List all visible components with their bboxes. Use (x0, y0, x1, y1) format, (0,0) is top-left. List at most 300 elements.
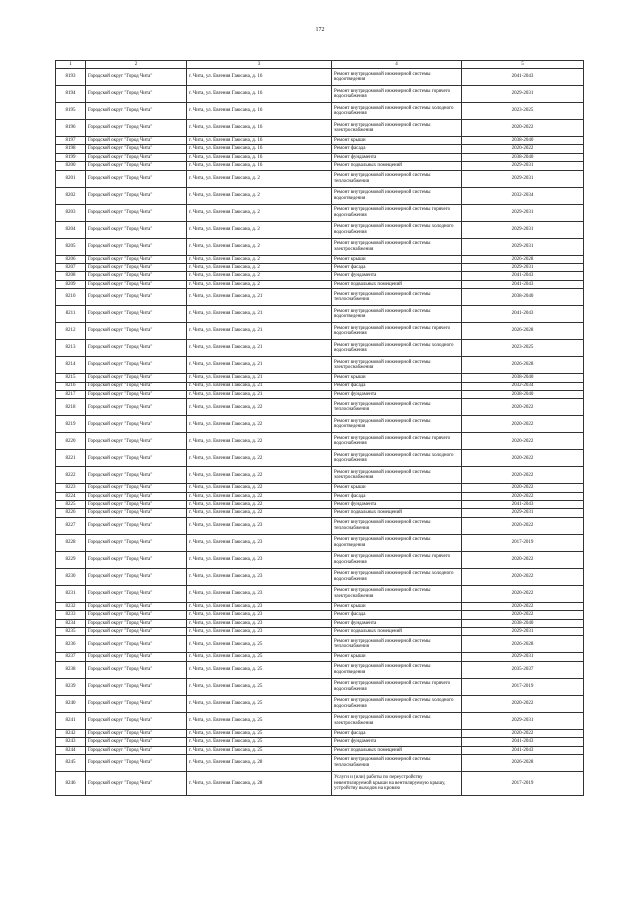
address-cell: г. Чита, ул. Евгения Гаюсана, д. 2 (187, 170, 332, 187)
address-cell: г. Чита, ул. Евгения Гаюсана, д. 16 (187, 86, 332, 103)
table-row (56, 323, 584, 340)
row-number: 8215 (56, 374, 86, 382)
row-number: 8223 (56, 484, 86, 492)
work-type-cell: Ремонт внутридомовой инженерной системы теплоснабжения (332, 289, 462, 306)
address-cell: г. Чита, ул. Евгения Гаюсана, д. 22 (187, 467, 332, 484)
work-type-cell: Ремонт внутридомовой инженерной системы горячего водоснабжения (332, 433, 462, 450)
municipality-cell: Городской округ "Город Чита" (86, 492, 187, 500)
municipality-cell: Городской округ "Город Чита" (86, 467, 187, 484)
row-number: 8224 (56, 492, 86, 500)
table-row (56, 729, 584, 737)
table-row (56, 585, 584, 602)
row-number: 8226 (56, 509, 86, 517)
table-body (56, 69, 584, 796)
municipality-cell: Городской округ "Город Чита" (86, 551, 187, 568)
municipality-cell: Городской округ "Город Чита" (86, 568, 187, 585)
table-row (56, 467, 584, 484)
row-number: 8220 (56, 433, 86, 450)
municipality-cell: Городской округ "Город Чита" (86, 170, 187, 187)
municipality-cell: Городской округ "Город Чита" (86, 390, 187, 398)
period-cell: 2029-2031 (462, 86, 584, 103)
work-type-cell: Ремонт внутридомовой инженерной системы теплоснабжения (332, 399, 462, 416)
period-cell: 2029-2031 (462, 221, 584, 238)
row-number: 8203 (56, 204, 86, 221)
work-type-cell: Ремонт крыши (332, 653, 462, 661)
period-cell: 2032-2034 (462, 382, 584, 390)
period-cell: 2020-2022 (462, 484, 584, 492)
period-cell: 2026-2028 (462, 357, 584, 374)
address-cell: г. Чита, ул. Евгения Гаюсана, д. 16 (187, 69, 332, 86)
municipality-cell: Городской округ "Город Чита" (86, 162, 187, 170)
table-row (56, 399, 584, 416)
address-cell: г. Чита, ул. Евгения Гаюсана, д. 23 (187, 568, 332, 585)
table-row (56, 238, 584, 255)
work-type-cell: Ремонт фасада (332, 492, 462, 500)
period-cell: 2026-2028 (462, 754, 584, 771)
period-cell: 2041-2043 (462, 738, 584, 746)
address-cell: г. Чита, ул. Евгения Гаюсана, д. 2 (187, 280, 332, 288)
municipality-cell: Городской округ "Город Чита" (86, 255, 187, 263)
address-cell: г. Чита, ул. Евгения Гаюсана, д. 22 (187, 416, 332, 433)
address-cell: г. Чита, ул. Евгения Гаюсана, д. 16 (187, 153, 332, 161)
address-cell: г. Чита, ул. Евгения Гаюсана, д. 21 (187, 390, 332, 398)
period-cell: 2041-2043 (462, 306, 584, 323)
work-type-cell: Ремонт фундамента (332, 501, 462, 509)
work-type-cell: Ремонт подвальных помещений (332, 162, 462, 170)
table-row (56, 484, 584, 492)
work-type-cell: Ремонт внутридомовой инженерной системы водоотведения (332, 306, 462, 323)
municipality-cell: Городской округ "Город Чита" (86, 280, 187, 288)
municipality-cell: Городской округ "Город Чита" (86, 69, 187, 86)
municipality-cell: Городской округ "Город Чита" (86, 712, 187, 729)
municipality-cell: Городской округ "Город Чита" (86, 771, 187, 795)
table-row (56, 712, 584, 729)
period-cell: 2020-2022 (462, 611, 584, 619)
address-cell: г. Чита, ул. Евгения Гаюсана, д. 16 (187, 162, 332, 170)
period-cell: 2038-2040 (462, 137, 584, 145)
period-cell: 2017-2019 (462, 771, 584, 795)
municipality-cell: Городской округ "Город Чита" (86, 754, 187, 771)
row-number: 8242 (56, 729, 86, 737)
table-row (56, 568, 584, 585)
table-row (56, 619, 584, 627)
work-type-cell: Ремонт крыши (332, 255, 462, 263)
municipality-cell: Городской округ "Город Чита" (86, 137, 187, 145)
work-type-cell: Ремонт внутридомовой инженерной системы холодного водоснабжения (332, 340, 462, 357)
address-cell: г. Чита, ул. Евгения Гаюсана, д. 25 (187, 661, 332, 678)
row-number: 8210 (56, 289, 86, 306)
municipality-cell: Городской округ "Город Чита" (86, 323, 187, 340)
municipality-cell: Городской округ "Город Чита" (86, 653, 187, 661)
period-cell: 2026-2028 (462, 323, 584, 340)
work-type-cell: Ремонт крыши (332, 602, 462, 610)
period-cell: 2020-2022 (462, 120, 584, 137)
municipality-cell: Городской округ "Город Чита" (86, 86, 187, 103)
municipality-cell: Городской округ "Город Чита" (86, 611, 187, 619)
period-cell: 2020-2022 (462, 467, 584, 484)
work-type-cell: Ремонт фундамента (332, 272, 462, 280)
address-cell: г. Чита, ул. Евгения Гаюсана, д. 21 (187, 382, 332, 390)
period-cell: 2026-2028 (462, 636, 584, 653)
row-number: 8232 (56, 602, 86, 610)
address-cell: г. Чита, ул. Евгения Гаюсана, д. 2 (187, 238, 332, 255)
municipality-cell: Городской округ "Город Чита" (86, 585, 187, 602)
period-cell: 2029-2031 (462, 263, 584, 271)
municipality-cell: Городской округ "Город Чита" (86, 602, 187, 610)
table-row (56, 120, 584, 137)
work-type-cell: Ремонт внутридомовой инженерной системы электроснабжения (332, 120, 462, 137)
municipality-cell: Городской округ "Город Чита" (86, 534, 187, 551)
address-cell: г. Чита, ул. Евгения Гаюсана, д. 2 (187, 221, 332, 238)
period-cell: 2020-2022 (462, 433, 584, 450)
period-cell: 2041-2043 (462, 69, 584, 86)
period-cell: 2035-2037 (462, 661, 584, 678)
address-cell: г. Чита, ул. Евгения Гаюсана, д. 21 (187, 323, 332, 340)
municipality-cell: Городской округ "Город Чита" (86, 238, 187, 255)
table-row (56, 517, 584, 534)
row-number: 8198 (56, 145, 86, 153)
municipality-cell: Городской округ "Город Чита" (86, 306, 187, 323)
row-number: 8237 (56, 653, 86, 661)
period-cell: 2020-2022 (462, 416, 584, 433)
table-row (56, 746, 584, 754)
row-number: 8217 (56, 390, 86, 398)
address-cell: г. Чита, ул. Евгения Гаюсана, д. 22 (187, 509, 332, 517)
row-number: 8229 (56, 551, 86, 568)
table-row (56, 602, 584, 610)
period-cell: 2041-2043 (462, 280, 584, 288)
period-cell: 2020-2022 (462, 492, 584, 500)
table-row (56, 628, 584, 636)
row-number: 8235 (56, 628, 86, 636)
municipality-cell: Городской округ "Город Чита" (86, 221, 187, 238)
work-type-cell: Ремонт подвальных помещений (332, 509, 462, 517)
address-cell: г. Чита, ул. Евгения Гаюсана, д. 25 (187, 746, 332, 754)
period-cell: 2020-2022 (462, 729, 584, 737)
municipality-cell: Городской округ "Город Чита" (86, 619, 187, 627)
municipality-cell: Городской округ "Город Чита" (86, 517, 187, 534)
work-type-cell: Ремонт внутридомовой инженерной системы холодного водоснабжения (332, 221, 462, 238)
table-row (56, 611, 584, 619)
work-type-cell: Ремонт внутридомовой инженерной системы электроснабжения (332, 585, 462, 602)
period-cell: 2029-2031 (462, 162, 584, 170)
municipality-cell: Городской округ "Город Чита" (86, 145, 187, 153)
municipality-cell: Городской округ "Город Чита" (86, 289, 187, 306)
table-row (56, 170, 584, 187)
municipality-cell: Городской округ "Город Чита" (86, 738, 187, 746)
table-row (56, 204, 584, 221)
table-row (56, 534, 584, 551)
work-type-cell: Ремонт внутридомовой инженерной системы электроснабжения (332, 238, 462, 255)
municipality-cell: Городской округ "Город Чита" (86, 340, 187, 357)
address-cell: г. Чита, ул. Евгения Гаюсана, д. 25 (187, 653, 332, 661)
address-cell: г. Чита, ул. Евгения Гаюсана, д. 21 (187, 289, 332, 306)
table-row (56, 433, 584, 450)
table-row (56, 738, 584, 746)
address-cell: г. Чита, ул. Евгения Гаюсана, д. 28 (187, 754, 332, 771)
work-type-cell: Услуги и (или) работы по переустройству невентилируемой крыши на вентилируемую крышу, устройству выходов на кровлю (332, 771, 462, 795)
work-type-cell: Ремонт внутридомовой инженерной системы холодного водоснабжения (332, 103, 462, 120)
table-row (56, 263, 584, 271)
municipality-cell: Городской округ "Город Чита" (86, 628, 187, 636)
work-type-cell: Ремонт фасада (332, 145, 462, 153)
period-cell: 2029-2031 (462, 509, 584, 517)
municipality-cell: Городской округ "Город Чита" (86, 120, 187, 137)
period-cell: 2029-2031 (462, 204, 584, 221)
period-cell: 2020-2022 (462, 450, 584, 467)
work-type-cell: Ремонт внутридомовой инженерной системы горячего водоснабжения (332, 678, 462, 695)
municipality-cell: Городской округ "Город Чита" (86, 263, 187, 271)
address-cell: г. Чита, ул. Евгения Гаюсана, д. 2 (187, 204, 332, 221)
address-cell: г. Чита, ул. Евгения Гаюсана, д. 25 (187, 738, 332, 746)
period-cell: 2020-2022 (462, 585, 584, 602)
table-row (56, 86, 584, 103)
header-cell: 5 (462, 61, 584, 69)
municipality-cell: Городской округ "Город Чита" (86, 382, 187, 390)
table-row (56, 306, 584, 323)
work-type-cell: Ремонт внутридомовой инженерной системы электроснабжения (332, 357, 462, 374)
address-cell: г. Чита, ул. Евгения Гаюсана, д. 16 (187, 137, 332, 145)
capital-repair-table (55, 60, 584, 796)
period-cell: 2020-2022 (462, 695, 584, 712)
table-row (56, 255, 584, 263)
header-cell: 2 (86, 61, 187, 69)
address-cell: г. Чита, ул. Евгения Гаюсана, д. 21 (187, 357, 332, 374)
municipality-cell: Городской округ "Город Чита" (86, 450, 187, 467)
work-type-cell: Ремонт внутридомовой инженерной системы водоотведения (332, 416, 462, 433)
table-row (56, 153, 584, 161)
row-number: 8246 (56, 771, 86, 795)
table-row (56, 103, 584, 120)
address-cell: г. Чита, ул. Евгения Гаюсана, д. 21 (187, 306, 332, 323)
period-cell: 2032-2034 (462, 187, 584, 204)
municipality-cell: Городской округ "Город Чита" (86, 729, 187, 737)
work-type-cell: Ремонт внутридомовой инженерной системы холодного водоснабжения (332, 695, 462, 712)
table-row (56, 272, 584, 280)
work-type-cell: Ремонт фундамента (332, 619, 462, 627)
address-cell: г. Чита, ул. Евгения Гаюсана, д. 23 (187, 534, 332, 551)
municipality-cell: Городской округ "Город Чита" (86, 399, 187, 416)
period-cell: 2020-2022 (462, 399, 584, 416)
row-number: 8204 (56, 221, 86, 238)
period-cell: 2017-2019 (462, 678, 584, 695)
table-row (56, 69, 584, 86)
row-number: 8206 (56, 255, 86, 263)
period-cell: 2029-2031 (462, 653, 584, 661)
table-row (56, 137, 584, 145)
work-type-cell: Ремонт внутридомовой инженерной системы водоотведения (332, 187, 462, 204)
period-cell: 2029-2031 (462, 170, 584, 187)
address-cell: г. Чита, ул. Евгения Гаюсана, д. 2 (187, 255, 332, 263)
row-number: 8244 (56, 746, 86, 754)
row-number: 8233 (56, 611, 86, 619)
address-cell: г. Чита, ул. Евгения Гаюсана, д. 22 (187, 501, 332, 509)
address-cell: г. Чита, ул. Евгения Гаюсана, д. 22 (187, 433, 332, 450)
address-cell: г. Чита, ул. Евгения Гаюсана, д. 21 (187, 374, 332, 382)
row-number: 8211 (56, 306, 86, 323)
work-type-cell: Ремонт крыши (332, 484, 462, 492)
table-row (56, 450, 584, 467)
table-row (56, 187, 584, 204)
table-row (56, 661, 584, 678)
address-cell: г. Чита, ул. Евгения Гаюсана, д. 25 (187, 695, 332, 712)
row-number: 8239 (56, 678, 86, 695)
period-cell: 2041-2043 (462, 272, 584, 280)
table-row (56, 289, 584, 306)
row-number: 8207 (56, 263, 86, 271)
address-cell: г. Чита, ул. Евгения Гаюсана, д. 23 (187, 611, 332, 619)
address-cell: г. Чита, ул. Евгения Гаюсана, д. 22 (187, 399, 332, 416)
municipality-cell: Городской округ "Город Чита" (86, 357, 187, 374)
work-type-cell: Ремонт внутридомовой инженерной системы холодного водоснабжения (332, 450, 462, 467)
period-cell: 2029-2031 (462, 712, 584, 729)
work-type-cell: Ремонт фасада (332, 382, 462, 390)
period-cell: 2020-2022 (462, 568, 584, 585)
municipality-cell: Городской округ "Город Чита" (86, 187, 187, 204)
row-number: 8214 (56, 357, 86, 374)
period-cell: 2038-2040 (462, 390, 584, 398)
municipality-cell: Городской округ "Город Чита" (86, 374, 187, 382)
address-cell: г. Чита, ул. Евгения Гаюсана, д. 25 (187, 678, 332, 695)
row-number: 8245 (56, 754, 86, 771)
row-number: 8241 (56, 712, 86, 729)
address-cell: г. Чита, ул. Евгения Гаюсана, д. 22 (187, 484, 332, 492)
row-number: 8243 (56, 738, 86, 746)
municipality-cell: Городской округ "Город Чита" (86, 746, 187, 754)
table-row (56, 280, 584, 288)
work-type-cell: Ремонт внутридомовой инженерной системы теплоснабжения (332, 636, 462, 653)
table-row (56, 390, 584, 398)
address-cell: г. Чита, ул. Евгения Гаюсана, д. 28 (187, 771, 332, 795)
row-number: 8201 (56, 170, 86, 187)
period-cell: 2038-2040 (462, 289, 584, 306)
address-cell: г. Чита, ул. Евгения Гаюсана, д. 16 (187, 120, 332, 137)
municipality-cell: Городской округ "Город Чита" (86, 433, 187, 450)
municipality-cell: Городской округ "Город Чита" (86, 416, 187, 433)
period-cell: 2029-2031 (462, 238, 584, 255)
row-number: 8193 (56, 69, 86, 86)
table-row (56, 162, 584, 170)
row-number: 8238 (56, 661, 86, 678)
municipality-cell: Городской округ "Город Чита" (86, 484, 187, 492)
address-cell: г. Чита, ул. Евгения Гаюсана, д. 23 (187, 628, 332, 636)
table-row (56, 678, 584, 695)
row-number: 8236 (56, 636, 86, 653)
row-number: 8218 (56, 399, 86, 416)
address-cell: г. Чита, ул. Евгения Гаюсана, д. 25 (187, 712, 332, 729)
address-cell: г. Чита, ул. Евгения Гаюсана, д. 16 (187, 145, 332, 153)
row-number: 8221 (56, 450, 86, 467)
address-cell: г. Чита, ул. Евгения Гаюсана, д. 16 (187, 103, 332, 120)
row-number: 8209 (56, 280, 86, 288)
address-cell: г. Чита, ул. Евгения Гаюсана, д. 25 (187, 636, 332, 653)
municipality-cell: Городской округ "Город Чита" (86, 661, 187, 678)
period-cell: 2026-2028 (462, 255, 584, 263)
address-cell: г. Чита, ул. Евгения Гаюсана, д. 23 (187, 551, 332, 568)
period-cell: 2020-2022 (462, 551, 584, 568)
address-cell: г. Чита, ул. Евгения Гаюсана, д. 25 (187, 729, 332, 737)
work-type-cell: Ремонт внутридомовой инженерной системы водоотведения (332, 69, 462, 86)
table-row (56, 374, 584, 382)
municipality-cell: Городской округ "Город Чита" (86, 272, 187, 280)
table-row (56, 551, 584, 568)
period-cell: 2038-2040 (462, 619, 584, 627)
address-cell: г. Чита, ул. Евгения Гаюсана, д. 2 (187, 272, 332, 280)
header-cell: 4 (332, 61, 462, 69)
period-cell: 2041-2043 (462, 501, 584, 509)
table-header-row (56, 61, 584, 69)
row-number: 8234 (56, 619, 86, 627)
work-type-cell: Ремонт подвальных помещений (332, 628, 462, 636)
table-row (56, 771, 584, 795)
table-row (56, 509, 584, 517)
header-cell: 1 (56, 61, 86, 69)
address-cell: г. Чита, ул. Евгения Гаюсана, д. 23 (187, 619, 332, 627)
address-cell: г. Чита, ул. Евгения Гаюсана, д. 23 (187, 585, 332, 602)
work-type-cell: Ремонт внутридомовой инженерной системы электроснабжения (332, 467, 462, 484)
table-row (56, 416, 584, 433)
work-type-cell: Ремонт внутридомовой инженерной системы горячего водоснабжения (332, 86, 462, 103)
work-type-cell: Ремонт внутридомовой инженерной системы горячего водоснабжения (332, 323, 462, 340)
period-cell: 2020-2022 (462, 145, 584, 153)
work-type-cell: Ремонт внутридомовой инженерной системы горячего водоснабжения (332, 551, 462, 568)
work-type-cell: Ремонт фасада (332, 263, 462, 271)
address-cell: г. Чита, ул. Евгения Гаюсана, д. 23 (187, 517, 332, 534)
table-row (56, 357, 584, 374)
row-number: 8227 (56, 517, 86, 534)
municipality-cell: Городской округ "Город Чита" (86, 509, 187, 517)
row-number: 8219 (56, 416, 86, 433)
municipality-cell: Городской округ "Город Чита" (86, 695, 187, 712)
table-row (56, 754, 584, 771)
row-number: 8205 (56, 238, 86, 255)
row-number: 8240 (56, 695, 86, 712)
table-row (56, 636, 584, 653)
address-cell: г. Чита, ул. Евгения Гаюсана, д. 2 (187, 263, 332, 271)
work-type-cell: Ремонт внутридомовой инженерной системы водоотведения (332, 534, 462, 551)
municipality-cell: Городской округ "Город Чита" (86, 153, 187, 161)
row-number: 8212 (56, 323, 86, 340)
table-row (56, 653, 584, 661)
work-type-cell: Ремонт внутридомовой инженерной системы теплоснабжения (332, 517, 462, 534)
work-type-cell: Ремонт фасада (332, 611, 462, 619)
row-number: 8222 (56, 467, 86, 484)
row-number: 8230 (56, 568, 86, 585)
period-cell: 2038-2040 (462, 153, 584, 161)
table-row (56, 492, 584, 500)
row-number: 8228 (56, 534, 86, 551)
address-cell: г. Чита, ул. Евгения Гаюсана, д. 23 (187, 602, 332, 610)
period-cell: 2041-2043 (462, 746, 584, 754)
work-type-cell: Ремонт подвальных помещений (332, 746, 462, 754)
row-number: 8195 (56, 103, 86, 120)
municipality-cell: Городской округ "Город Чита" (86, 636, 187, 653)
work-type-cell: Ремонт фасада (332, 729, 462, 737)
row-number: 8202 (56, 187, 86, 204)
table-row (56, 501, 584, 509)
row-number: 8197 (56, 137, 86, 145)
address-cell: г. Чита, ул. Евгения Гаюсана, д. 21 (187, 340, 332, 357)
row-number: 8216 (56, 382, 86, 390)
work-type-cell: Ремонт внутридомовой инженерной системы холодного водоснабжения (332, 568, 462, 585)
municipality-cell: Городской округ "Город Чита" (86, 103, 187, 120)
table-row (56, 145, 584, 153)
row-number: 8225 (56, 501, 86, 509)
row-number: 8208 (56, 272, 86, 280)
work-type-cell: Ремонт подвальных помещений (332, 280, 462, 288)
period-cell: 2020-2022 (462, 517, 584, 534)
page-number: 172 (315, 27, 325, 33)
